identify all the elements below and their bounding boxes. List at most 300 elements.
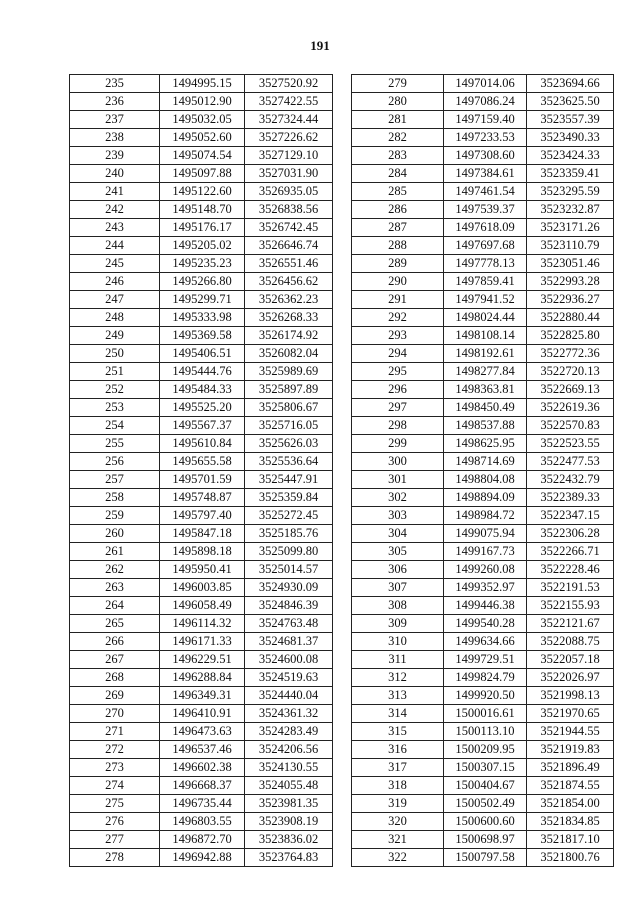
table-body [70, 75, 333, 867]
table-row [352, 633, 614, 651]
table-row [352, 435, 614, 453]
point-number-cell: 241 [70, 183, 160, 201]
point-number-cell: 302 [352, 489, 444, 507]
y-coordinate-cell: 3523171.26 [527, 219, 614, 237]
table-row [352, 273, 614, 291]
table-row [352, 615, 614, 633]
y-coordinate-cell: 3525185.76 [245, 525, 333, 543]
point-number-cell: 290 [352, 273, 444, 291]
x-coordinate-cell: 1495299.71 [160, 291, 245, 309]
point-number-cell: 249 [70, 327, 160, 345]
y-coordinate-cell: 3526742.45 [245, 219, 333, 237]
x-coordinate-cell: 1497778.13 [444, 255, 527, 273]
y-coordinate-cell: 3521800.76 [527, 849, 614, 867]
x-coordinate-cell: 1496668.37 [160, 777, 245, 795]
point-number-cell: 297 [352, 399, 444, 417]
x-coordinate-cell: 1497618.09 [444, 219, 527, 237]
coordinate-table-left [69, 74, 333, 867]
table-row [70, 147, 333, 165]
table-row [70, 615, 333, 633]
y-coordinate-cell: 3524846.39 [245, 597, 333, 615]
x-coordinate-cell: 1497233.53 [444, 129, 527, 147]
point-number-cell: 272 [70, 741, 160, 759]
table-row [70, 129, 333, 147]
point-number-cell: 264 [70, 597, 160, 615]
y-coordinate-cell: 3521817.10 [527, 831, 614, 849]
table-row [352, 363, 614, 381]
point-number-cell: 283 [352, 147, 444, 165]
point-number-cell: 296 [352, 381, 444, 399]
point-number-cell: 273 [70, 759, 160, 777]
point-number-cell: 277 [70, 831, 160, 849]
x-coordinate-cell: 1498277.84 [444, 363, 527, 381]
point-number-cell: 303 [352, 507, 444, 525]
point-number-cell: 238 [70, 129, 160, 147]
y-coordinate-cell: 3523232.87 [527, 201, 614, 219]
table-row [70, 651, 333, 669]
table-row [70, 507, 333, 525]
x-coordinate-cell: 1498625.95 [444, 435, 527, 453]
x-coordinate-cell: 1499729.51 [444, 651, 527, 669]
x-coordinate-cell: 1498894.09 [444, 489, 527, 507]
y-coordinate-cell: 3525626.03 [245, 435, 333, 453]
table-row [352, 849, 614, 867]
x-coordinate-cell: 1498108.14 [444, 327, 527, 345]
point-number-cell: 257 [70, 471, 160, 489]
point-number-cell: 285 [352, 183, 444, 201]
table-row [352, 327, 614, 345]
table-row [352, 795, 614, 813]
table-row [70, 237, 333, 255]
table-row [352, 723, 614, 741]
point-number-cell: 292 [352, 309, 444, 327]
y-coordinate-cell: 3521834.85 [527, 813, 614, 831]
point-number-cell: 255 [70, 435, 160, 453]
x-coordinate-cell: 1495097.88 [160, 165, 245, 183]
point-number-cell: 287 [352, 219, 444, 237]
table-row [352, 525, 614, 543]
x-coordinate-cell: 1499075.94 [444, 525, 527, 543]
table-row [70, 579, 333, 597]
y-coordinate-cell: 3525989.69 [245, 363, 333, 381]
x-coordinate-cell: 1495032.05 [160, 111, 245, 129]
x-coordinate-cell: 1497859.41 [444, 273, 527, 291]
y-coordinate-cell: 3523836.02 [245, 831, 333, 849]
point-number-cell: 235 [70, 75, 160, 93]
y-coordinate-cell: 3525447.91 [245, 471, 333, 489]
x-coordinate-cell: 1495052.60 [160, 129, 245, 147]
table-row [70, 453, 333, 471]
x-coordinate-cell: 1495176.17 [160, 219, 245, 237]
y-coordinate-cell: 3525536.64 [245, 453, 333, 471]
x-coordinate-cell: 1496473.63 [160, 723, 245, 741]
point-number-cell: 276 [70, 813, 160, 831]
table-row [70, 219, 333, 237]
x-coordinate-cell: 1500600.60 [444, 813, 527, 831]
y-coordinate-cell: 3523424.33 [527, 147, 614, 165]
y-coordinate-cell: 3527324.44 [245, 111, 333, 129]
x-coordinate-cell: 1499540.28 [444, 615, 527, 633]
x-coordinate-cell: 1495406.51 [160, 345, 245, 363]
y-coordinate-cell: 3522155.93 [527, 597, 614, 615]
table-row [70, 525, 333, 543]
table-row [70, 561, 333, 579]
x-coordinate-cell: 1495122.60 [160, 183, 245, 201]
point-number-cell: 253 [70, 399, 160, 417]
point-number-cell: 239 [70, 147, 160, 165]
y-coordinate-cell: 3526082.04 [245, 345, 333, 363]
page-number: 191 [310, 38, 330, 53]
y-coordinate-cell: 3525272.45 [245, 507, 333, 525]
table-row [70, 255, 333, 273]
x-coordinate-cell: 1495701.59 [160, 471, 245, 489]
table-row [352, 309, 614, 327]
y-coordinate-cell: 3522057.18 [527, 651, 614, 669]
point-number-cell: 308 [352, 597, 444, 615]
x-coordinate-cell: 1500404.67 [444, 777, 527, 795]
y-coordinate-cell: 3523110.79 [527, 237, 614, 255]
y-coordinate-cell: 3523764.83 [245, 849, 333, 867]
point-number-cell: 309 [352, 615, 444, 633]
table-row [70, 489, 333, 507]
x-coordinate-cell: 1495266.80 [160, 273, 245, 291]
point-number-cell: 236 [70, 93, 160, 111]
point-number-cell: 304 [352, 525, 444, 543]
y-coordinate-cell: 3524130.55 [245, 759, 333, 777]
point-number-cell: 250 [70, 345, 160, 363]
table-row [352, 345, 614, 363]
point-number-cell: 315 [352, 723, 444, 741]
y-coordinate-cell: 3523490.33 [527, 129, 614, 147]
coordinate-table-right [351, 74, 614, 867]
x-coordinate-cell: 1500797.58 [444, 849, 527, 867]
y-coordinate-cell: 3522720.13 [527, 363, 614, 381]
table-row [70, 417, 333, 435]
point-number-cell: 278 [70, 849, 160, 867]
x-coordinate-cell: 1497539.37 [444, 201, 527, 219]
point-number-cell: 270 [70, 705, 160, 723]
x-coordinate-cell: 1495148.70 [160, 201, 245, 219]
table-row [70, 471, 333, 489]
table-row [352, 579, 614, 597]
x-coordinate-cell: 1496803.55 [160, 813, 245, 831]
table-row [70, 813, 333, 831]
table-row [70, 795, 333, 813]
point-number-cell: 281 [352, 111, 444, 129]
y-coordinate-cell: 3525099.80 [245, 543, 333, 561]
table-row [352, 831, 614, 849]
x-coordinate-cell: 1499824.79 [444, 669, 527, 687]
y-coordinate-cell: 3525716.05 [245, 417, 333, 435]
y-coordinate-cell: 3523557.39 [527, 111, 614, 129]
point-number-cell: 286 [352, 201, 444, 219]
table-row [70, 759, 333, 777]
x-coordinate-cell: 1498537.88 [444, 417, 527, 435]
y-coordinate-cell: 3522825.80 [527, 327, 614, 345]
x-coordinate-cell: 1495525.20 [160, 399, 245, 417]
x-coordinate-cell: 1497014.06 [444, 75, 527, 93]
y-coordinate-cell: 3521896.49 [527, 759, 614, 777]
point-number-cell: 299 [352, 435, 444, 453]
y-coordinate-cell: 3527422.55 [245, 93, 333, 111]
x-coordinate-cell: 1497159.40 [444, 111, 527, 129]
table-row [352, 687, 614, 705]
y-coordinate-cell: 3523694.66 [527, 75, 614, 93]
table-row [352, 759, 614, 777]
x-coordinate-cell: 1496114.32 [160, 615, 245, 633]
y-coordinate-cell: 3526268.33 [245, 309, 333, 327]
table-row [70, 309, 333, 327]
y-coordinate-cell: 3524600.08 [245, 651, 333, 669]
y-coordinate-cell: 3527031.90 [245, 165, 333, 183]
x-coordinate-cell: 1497086.24 [444, 93, 527, 111]
y-coordinate-cell: 3526935.05 [245, 183, 333, 201]
x-coordinate-cell: 1498024.44 [444, 309, 527, 327]
point-number-cell: 261 [70, 543, 160, 561]
x-coordinate-cell: 1494995.15 [160, 75, 245, 93]
x-coordinate-cell: 1500502.49 [444, 795, 527, 813]
table-row [352, 183, 614, 201]
point-number-cell: 320 [352, 813, 444, 831]
table-row [352, 255, 614, 273]
table-row [352, 669, 614, 687]
x-coordinate-cell: 1500113.10 [444, 723, 527, 741]
table-row [70, 705, 333, 723]
x-coordinate-cell: 1495012.90 [160, 93, 245, 111]
y-coordinate-cell: 3523625.50 [527, 93, 614, 111]
table-row [70, 363, 333, 381]
x-coordinate-cell: 1496410.91 [160, 705, 245, 723]
y-coordinate-cell: 3526838.56 [245, 201, 333, 219]
point-number-cell: 260 [70, 525, 160, 543]
y-coordinate-cell: 3527520.92 [245, 75, 333, 93]
y-coordinate-cell: 3523359.41 [527, 165, 614, 183]
y-coordinate-cell: 3523295.59 [527, 183, 614, 201]
table-row [70, 831, 333, 849]
table-row [352, 597, 614, 615]
x-coordinate-cell: 1496537.46 [160, 741, 245, 759]
point-number-cell: 301 [352, 471, 444, 489]
point-number-cell: 319 [352, 795, 444, 813]
x-coordinate-cell: 1496288.84 [160, 669, 245, 687]
y-coordinate-cell: 3522880.44 [527, 309, 614, 327]
x-coordinate-cell: 1495074.54 [160, 147, 245, 165]
point-number-cell: 298 [352, 417, 444, 435]
y-coordinate-cell: 3522088.75 [527, 633, 614, 651]
x-coordinate-cell: 1495610.84 [160, 435, 245, 453]
x-coordinate-cell: 1500016.61 [444, 705, 527, 723]
x-coordinate-cell: 1496602.38 [160, 759, 245, 777]
x-coordinate-cell: 1500698.97 [444, 831, 527, 849]
point-number-cell: 267 [70, 651, 160, 669]
table-row [352, 813, 614, 831]
point-number-cell: 244 [70, 237, 160, 255]
x-coordinate-cell: 1499167.73 [444, 543, 527, 561]
point-number-cell: 266 [70, 633, 160, 651]
y-coordinate-cell: 3524763.48 [245, 615, 333, 633]
point-number-cell: 254 [70, 417, 160, 435]
table-row [70, 165, 333, 183]
table-row [70, 597, 333, 615]
x-coordinate-cell: 1496349.31 [160, 687, 245, 705]
table-row [70, 543, 333, 561]
table-row [352, 219, 614, 237]
table-row [352, 651, 614, 669]
y-coordinate-cell: 3522266.71 [527, 543, 614, 561]
x-coordinate-cell: 1500307.15 [444, 759, 527, 777]
x-coordinate-cell: 1495567.37 [160, 417, 245, 435]
table-row [352, 201, 614, 219]
y-coordinate-cell: 3522523.55 [527, 435, 614, 453]
point-number-cell: 242 [70, 201, 160, 219]
y-coordinate-cell: 3522026.97 [527, 669, 614, 687]
y-coordinate-cell: 3523051.46 [527, 255, 614, 273]
point-number-cell: 279 [352, 75, 444, 93]
point-number-cell: 265 [70, 615, 160, 633]
table-row [70, 75, 333, 93]
y-coordinate-cell: 3524519.63 [245, 669, 333, 687]
x-coordinate-cell: 1499260.08 [444, 561, 527, 579]
point-number-cell: 305 [352, 543, 444, 561]
x-coordinate-cell: 1499634.66 [444, 633, 527, 651]
x-coordinate-cell: 1498984.72 [444, 507, 527, 525]
point-number-cell: 321 [352, 831, 444, 849]
point-number-cell: 274 [70, 777, 160, 795]
x-coordinate-cell: 1498804.08 [444, 471, 527, 489]
x-coordinate-cell: 1495950.41 [160, 561, 245, 579]
y-coordinate-cell: 3524283.49 [245, 723, 333, 741]
x-coordinate-cell: 1499352.97 [444, 579, 527, 597]
x-coordinate-cell: 1498450.49 [444, 399, 527, 417]
table-row [70, 741, 333, 759]
y-coordinate-cell: 3522993.28 [527, 273, 614, 291]
x-coordinate-cell: 1495898.18 [160, 543, 245, 561]
x-coordinate-cell: 1495847.18 [160, 525, 245, 543]
table-row [70, 381, 333, 399]
x-coordinate-cell: 1498192.61 [444, 345, 527, 363]
point-number-cell: 237 [70, 111, 160, 129]
y-coordinate-cell: 3524440.04 [245, 687, 333, 705]
y-coordinate-cell: 3522570.83 [527, 417, 614, 435]
x-coordinate-cell: 1496942.88 [160, 849, 245, 867]
point-number-cell: 316 [352, 741, 444, 759]
table-row [70, 201, 333, 219]
y-coordinate-cell: 3524206.56 [245, 741, 333, 759]
x-coordinate-cell: 1496003.85 [160, 579, 245, 597]
table-row [70, 849, 333, 867]
y-coordinate-cell: 3522772.36 [527, 345, 614, 363]
y-coordinate-cell: 3524681.37 [245, 633, 333, 651]
point-number-cell: 262 [70, 561, 160, 579]
point-number-cell: 284 [352, 165, 444, 183]
point-number-cell: 306 [352, 561, 444, 579]
x-coordinate-cell: 1496229.51 [160, 651, 245, 669]
point-number-cell: 258 [70, 489, 160, 507]
y-coordinate-cell: 3526362.23 [245, 291, 333, 309]
y-coordinate-cell: 3525359.84 [245, 489, 333, 507]
point-number-cell: 263 [70, 579, 160, 597]
table-row [352, 453, 614, 471]
y-coordinate-cell: 3522389.33 [527, 489, 614, 507]
table-row [70, 111, 333, 129]
y-coordinate-cell: 3521970.65 [527, 705, 614, 723]
point-number-cell: 248 [70, 309, 160, 327]
table-row [70, 273, 333, 291]
point-number-cell: 291 [352, 291, 444, 309]
table-row [70, 345, 333, 363]
point-number-cell: 275 [70, 795, 160, 813]
table-row [70, 93, 333, 111]
x-coordinate-cell: 1496872.70 [160, 831, 245, 849]
point-number-cell: 293 [352, 327, 444, 345]
y-coordinate-cell: 3521854.00 [527, 795, 614, 813]
point-number-cell: 246 [70, 273, 160, 291]
x-coordinate-cell: 1496171.33 [160, 633, 245, 651]
table-row [70, 291, 333, 309]
x-coordinate-cell: 1495484.33 [160, 381, 245, 399]
x-coordinate-cell: 1497941.52 [444, 291, 527, 309]
x-coordinate-cell: 1495235.23 [160, 255, 245, 273]
point-number-cell: 271 [70, 723, 160, 741]
point-number-cell: 322 [352, 849, 444, 867]
x-coordinate-cell: 1498714.69 [444, 453, 527, 471]
point-number-cell: 243 [70, 219, 160, 237]
x-coordinate-cell: 1497697.68 [444, 237, 527, 255]
y-coordinate-cell: 3521874.55 [527, 777, 614, 795]
table-row [352, 75, 614, 93]
table-row [70, 435, 333, 453]
y-coordinate-cell: 3523908.19 [245, 813, 333, 831]
y-coordinate-cell: 3522669.13 [527, 381, 614, 399]
point-number-cell: 282 [352, 129, 444, 147]
table-row [352, 741, 614, 759]
table-row [352, 417, 614, 435]
x-coordinate-cell: 1496735.44 [160, 795, 245, 813]
table-row [352, 471, 614, 489]
point-number-cell: 247 [70, 291, 160, 309]
table-row [70, 723, 333, 741]
point-number-cell: 294 [352, 345, 444, 363]
table-row [352, 777, 614, 795]
table-row [352, 165, 614, 183]
x-coordinate-cell: 1496058.49 [160, 597, 245, 615]
table-row [70, 669, 333, 687]
table-row [352, 129, 614, 147]
point-number-cell: 310 [352, 633, 444, 651]
x-coordinate-cell: 1499446.38 [444, 597, 527, 615]
table-row [70, 687, 333, 705]
y-coordinate-cell: 3522477.53 [527, 453, 614, 471]
table-row [352, 543, 614, 561]
y-coordinate-cell: 3524930.09 [245, 579, 333, 597]
y-coordinate-cell: 3521919.83 [527, 741, 614, 759]
point-number-cell: 280 [352, 93, 444, 111]
table-row [352, 147, 614, 165]
point-number-cell: 307 [352, 579, 444, 597]
point-number-cell: 256 [70, 453, 160, 471]
table-row [352, 111, 614, 129]
y-coordinate-cell: 3526174.92 [245, 327, 333, 345]
table-row [70, 399, 333, 417]
point-number-cell: 312 [352, 669, 444, 687]
y-coordinate-cell: 3522306.28 [527, 525, 614, 543]
y-coordinate-cell: 3522347.15 [527, 507, 614, 525]
point-number-cell: 314 [352, 705, 444, 723]
table-row [352, 489, 614, 507]
x-coordinate-cell: 1497384.61 [444, 165, 527, 183]
point-number-cell: 289 [352, 255, 444, 273]
point-number-cell: 240 [70, 165, 160, 183]
